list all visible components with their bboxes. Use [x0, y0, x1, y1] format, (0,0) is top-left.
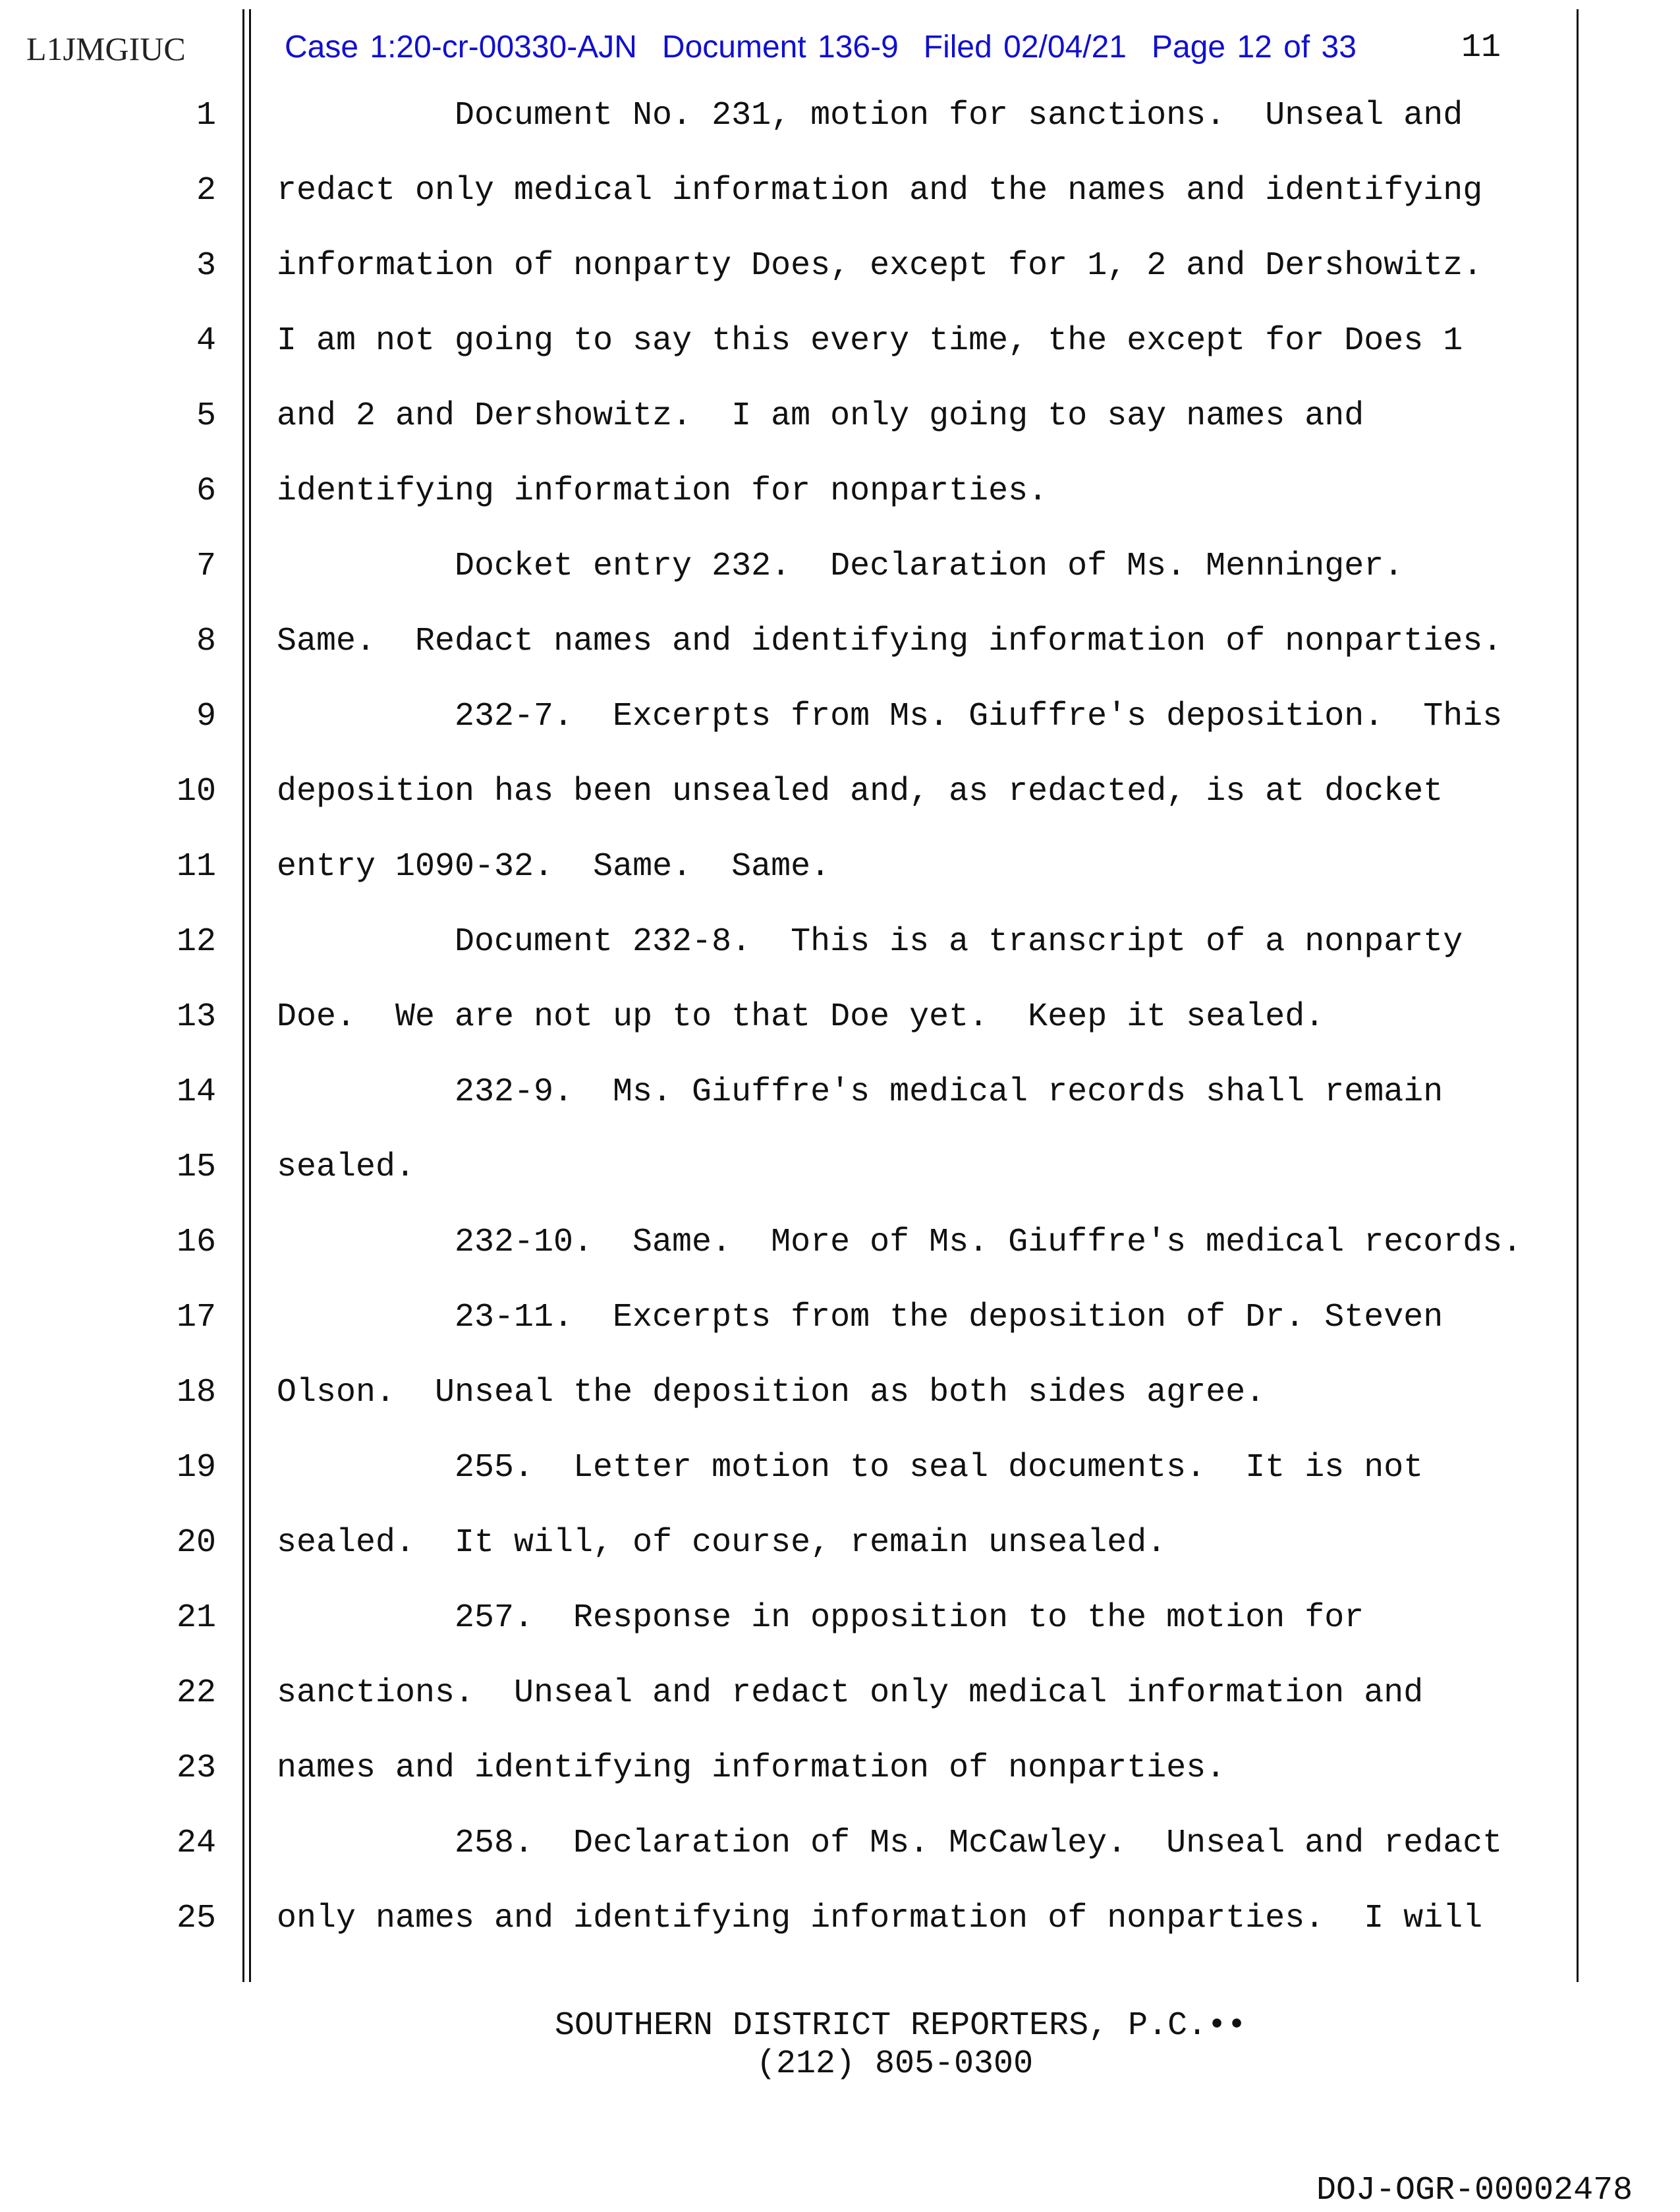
- transcript-line: [0, 1656, 1680, 1731]
- transcript-line: [0, 78, 1680, 154]
- transcript-line: [0, 1355, 1680, 1431]
- reporter-phone: (212) 805-0300: [756, 2045, 1034, 2083]
- transcript-line: [0, 1581, 1680, 1656]
- line-number: 10: [176, 773, 216, 810]
- line-text: only names and identifying information of nonparties. I will: [277, 1900, 1483, 1937]
- document-number: Document 136-9: [661, 30, 899, 65]
- line-number: 9: [196, 698, 216, 735]
- line-text: Docket entry 232. Declaration of Ms. Menninger.: [455, 548, 1404, 585]
- line-number: 24: [176, 1825, 216, 1862]
- line-text: 232-10. Same. More of Ms. Giuffre's medical records.: [455, 1224, 1523, 1261]
- transcript-line: [0, 154, 1680, 229]
- case-number: Case 1:20-cr-00330-AJN: [285, 30, 637, 65]
- line-number: 22: [176, 1674, 216, 1712]
- line-number: 8: [196, 623, 216, 660]
- line-number: 15: [176, 1149, 216, 1186]
- line-text: entry 1090-32. Same. Same.: [277, 848, 831, 886]
- line-number: 12: [176, 923, 216, 961]
- filed-date: Filed 02/04/21: [923, 30, 1127, 65]
- line-text: and 2 and Dershowitz. I am only going to say names and: [277, 397, 1364, 435]
- line-text: 232-9. Ms. Giuffre's medical records shall remain: [455, 1073, 1443, 1111]
- line-number: 14: [176, 1073, 216, 1111]
- line-text: I am not going to say this every time, the except for Does 1: [277, 322, 1463, 360]
- line-text: names and identifying information of nonparties.: [277, 1749, 1226, 1787]
- transcript-line: [0, 379, 1680, 454]
- transcript-line: [0, 229, 1680, 304]
- transcript-line: [0, 1280, 1680, 1355]
- transcript-line: [0, 980, 1680, 1055]
- line-text: 232-7. Excerpts from Ms. Giuffre's deposition. This: [455, 698, 1503, 735]
- transcript-line: [0, 529, 1680, 604]
- line-number: 16: [176, 1224, 216, 1261]
- transcript-line: [0, 905, 1680, 980]
- transcript-line: [0, 1055, 1680, 1130]
- line-number: 5: [196, 397, 216, 435]
- transcript-line: [0, 1205, 1680, 1280]
- line-number: 20: [176, 1524, 216, 1562]
- line-text: Olson. Unseal the deposition as both sides agree.: [277, 1374, 1266, 1411]
- line-number: 2: [196, 172, 216, 210]
- transcript-line: [0, 1881, 1680, 1956]
- line-number: 7: [196, 548, 216, 585]
- line-number: 25: [176, 1900, 216, 1937]
- line-text: sealed. It will, of course, remain unsealed.: [277, 1524, 1167, 1562]
- transcript-line: [0, 1431, 1680, 1506]
- transcript-page-number: 11: [1461, 29, 1501, 67]
- line-text: 23-11. Excerpts from the deposition of Dr. Steven: [455, 1299, 1443, 1336]
- line-text: 258. Declaration of Ms. McCawley. Unseal and redact: [455, 1825, 1503, 1862]
- transcript-line: [0, 1130, 1680, 1205]
- transcript-line: [0, 304, 1680, 379]
- line-text: Same. Redact names and identifying information of nonparties.: [277, 623, 1503, 660]
- line-number: 19: [176, 1449, 216, 1487]
- line-text: 257. Response in opposition to the motion for: [455, 1599, 1364, 1637]
- line-text: sealed.: [277, 1149, 416, 1186]
- transcript-line: [0, 1806, 1680, 1881]
- line-text: Doe. We are not up to that Doe yet. Keep it sealed.: [277, 998, 1325, 1036]
- line-text: redact only medical information and the names and identifying: [277, 172, 1483, 210]
- line-text: identifying information for nonparties.: [277, 472, 1048, 510]
- line-number: 3: [196, 247, 216, 285]
- line-number: 6: [196, 472, 216, 510]
- transcript-line: [0, 454, 1680, 529]
- transcript-line: [0, 1731, 1680, 1806]
- line-text: sanctions. Unseal and redact only medical information and: [277, 1674, 1424, 1712]
- reporter-name: SOUTHERN DISTRICT REPORTERS, P.C.••: [555, 2007, 1247, 2045]
- line-number: 11: [176, 848, 216, 886]
- transcript-line: [0, 679, 1680, 754]
- page-of: Page 12 of 33: [1152, 30, 1357, 65]
- line-text: Document 232-8. This is a transcript of a nonparty: [455, 923, 1463, 961]
- line-text: deposition has been unsealed and, as redacted, is at docket: [277, 773, 1443, 810]
- line-text: 255. Letter motion to seal documents. It is not: [455, 1449, 1424, 1487]
- transcript-line: [0, 604, 1680, 679]
- transcript-line: [0, 1506, 1680, 1581]
- transcript-line: [0, 754, 1680, 830]
- transcript-code: L1JMGIUC: [26, 30, 186, 67]
- line-number: 18: [176, 1374, 216, 1411]
- line-number: 17: [176, 1299, 216, 1336]
- transcript-line: [0, 830, 1680, 905]
- bates-number: DOJ-OGR-00002478: [1316, 2172, 1633, 2209]
- line-number: 13: [176, 998, 216, 1036]
- line-number: 23: [176, 1749, 216, 1787]
- line-text: information of nonparty Does, except for 1, 2 and Dershowitz.: [277, 247, 1483, 285]
- line-number: 21: [176, 1599, 216, 1637]
- line-text: Document No. 231, motion for sanctions. Unseal and: [455, 97, 1463, 134]
- line-number: 4: [196, 322, 216, 360]
- line-number: 1: [196, 97, 216, 134]
- filing-stamp: [285, 29, 1382, 65]
